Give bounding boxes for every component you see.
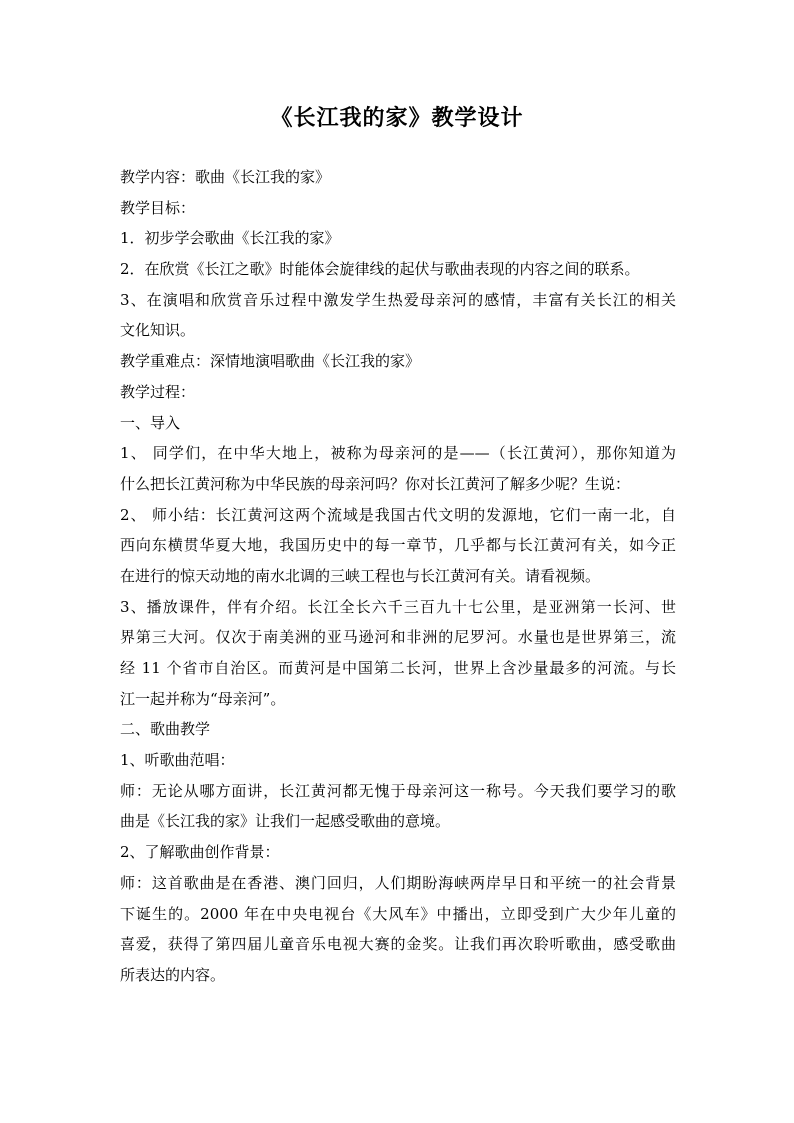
document-title: 《长江我的家》教学设计 — [270, 105, 524, 131]
text-line: 什么把长江黄河称为中华民族的母亲河吗？你对长江黄河了解多少呢？生说： — [120, 474, 631, 493]
text-line: 3、在演唱和欣赏音乐过程中激发学生热爱母亲河的感情，丰富有关长江的相关 — [120, 290, 676, 309]
text-line: 经 11 个省市自治区。而黄河是中国第二长河，世界上含沙量最多的河流。与长 — [120, 659, 676, 677]
text-line: 1、 同学们，在中华大地上，被称为母亲河的是——（长江黄河），那你知道为 — [120, 444, 676, 463]
text-line: 师：这首歌曲是在香港、澳门回归，人们期盼海峡两岸早日和平统一的社会背景 — [120, 873, 676, 892]
text-line: 下诞生的。2000 年在中央电视台《大风车》中播出，立即受到广大少年儿童的 — [120, 904, 676, 923]
text-line: 1、听歌曲范唱： — [120, 751, 235, 770]
text-line: 2．在欣赏《长江之歌》时能体会旋律线的起伏与歌曲表现的内容之间的联系。 — [120, 260, 640, 279]
text-line: 曲是《长江我的家》让我们一起感受歌曲的意境。 — [120, 812, 451, 831]
text-line: 师：无论从哪方面讲，长江黄河都无愧于母亲河这一称号。今天我们要学习的歌 — [120, 781, 676, 800]
text-line: 教学内容：歌曲《长江我的家》 — [120, 168, 331, 186]
text-line: 2、 师小结：长江黄河这两个流域是我国古代文明的发源地，它们一南一北，自 — [120, 505, 676, 524]
text-line: 2、了解歌曲创作背景： — [120, 843, 280, 862]
text-line: 教学过程： — [120, 382, 196, 401]
text-line: 一、导入 — [120, 413, 181, 432]
text-line: 界第三大河。仅次于南美洲的亚马逊河和非洲的尼罗河。水量也是世界第三，流 — [120, 628, 676, 647]
text-line: 江一起并称为“母亲河”。 — [120, 689, 286, 708]
document-body — [120, 162, 676, 991]
text-line: 文化知识。 — [120, 321, 196, 340]
text-line: 3、播放课件，伴有介绍。长江全长六千三百九十七公里，是亚洲第一长河、世 — [120, 597, 676, 616]
text-line: 在进行的惊天动地的南水北调的三峡工程也与长江黄河有关。请看视频。 — [120, 566, 601, 585]
text-line: 西向东横贯华夏大地，我国历史中的每一章节，几乎都与长江黄河有关，如今正 — [120, 536, 676, 555]
text-line: 教学重难点：深情地演唱歌曲《长江我的家》 — [120, 352, 421, 371]
text-line: 二、歌曲教学 — [120, 720, 211, 739]
text-line: 所表达的内容。 — [120, 965, 226, 984]
text-line: 教学目标： — [120, 198, 196, 217]
text-line: 1．初步学会歌曲《长江我的家》 — [120, 229, 340, 248]
text-line: 喜爱，获得了第四届儿童音乐电视大赛的金奖。让我们再次聆听歌曲，感受歌曲 — [120, 935, 676, 954]
